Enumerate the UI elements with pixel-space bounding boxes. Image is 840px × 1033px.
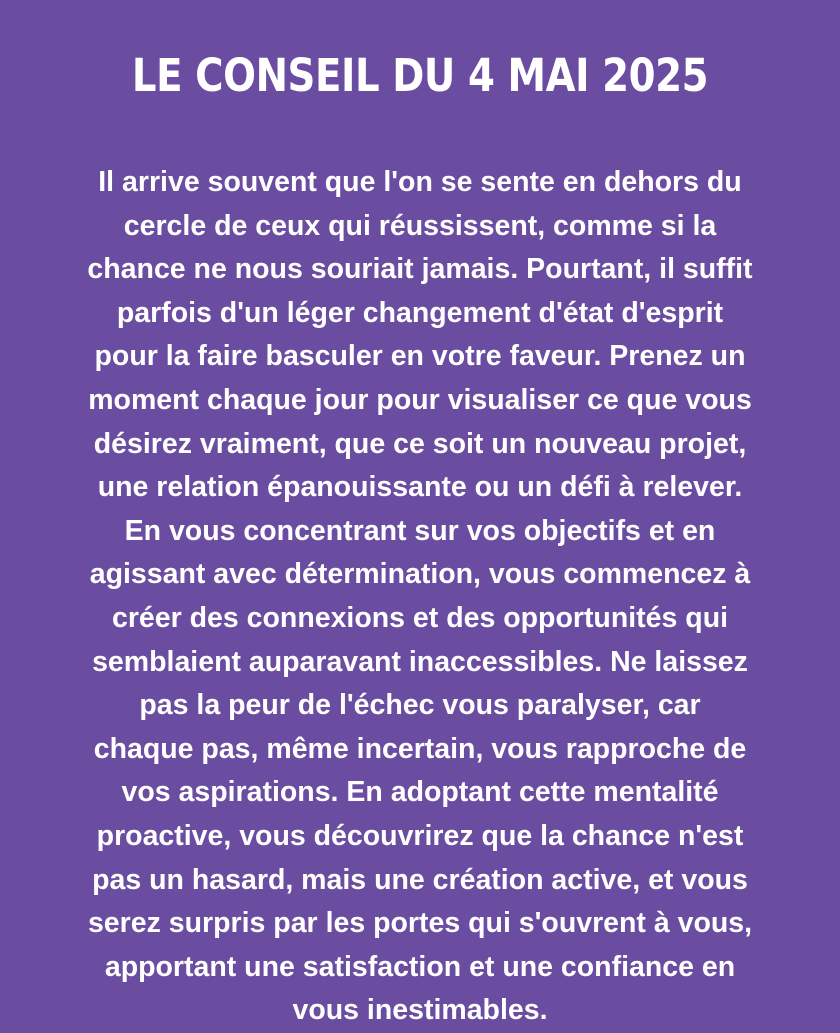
advice-line: cercle de ceux qui réussissent, comme si la	[123, 209, 717, 242]
advice-line: En vous concentrant sur vos objectifs et en	[124, 514, 716, 547]
advice-body	[40, 161, 800, 1033]
advice-line: chaque pas, même incertain, vous rapproche de	[93, 732, 747, 765]
advice-line: agissant avec détermination, vous commencez à	[89, 558, 751, 591]
advice-line: désirez vraiment, que ce soit un nouveau projet,	[93, 427, 747, 460]
advice-title: LE CONSEIL DU 4 MAI 2025	[131, 49, 709, 102]
advice-line: vos aspirations. En adoptant cette mentalité	[121, 776, 719, 809]
advice-line: pas la peur de l'échec vous paralyser, car	[139, 689, 701, 722]
advice-line: vous inestimables.	[292, 994, 548, 1027]
advice-line: parfois d'un léger changement d'état d'esprit	[116, 296, 724, 329]
advice-line: apportant une satisfaction et une confiance en	[104, 950, 736, 983]
advice-line: pour la faire basculer en votre faveur. Prenez un	[94, 340, 746, 373]
advice-line: moment chaque jour pour visualiser ce que vous	[88, 383, 752, 416]
advice-line: pas un hasard, mais une création active, et vous	[92, 863, 748, 896]
advice-line: serez surpris par les portes qui s'ouvrent à vous,	[87, 907, 753, 940]
advice-line: chance ne nous souriait jamais. Pourtant, il suffit	[87, 253, 753, 286]
advice-line: une relation épanouissante ou un défi à relever.	[97, 471, 743, 504]
advice-line: Il arrive souvent que l'on se sente en dehors du	[98, 166, 742, 198]
advice-line: semblaient auparavant inaccessibles. Ne laissez	[92, 645, 748, 678]
advice-line: proactive, vous découvrirez que la chance n'est	[96, 819, 744, 852]
advice-line: créer des connexions et des opportunités qui	[111, 601, 729, 634]
